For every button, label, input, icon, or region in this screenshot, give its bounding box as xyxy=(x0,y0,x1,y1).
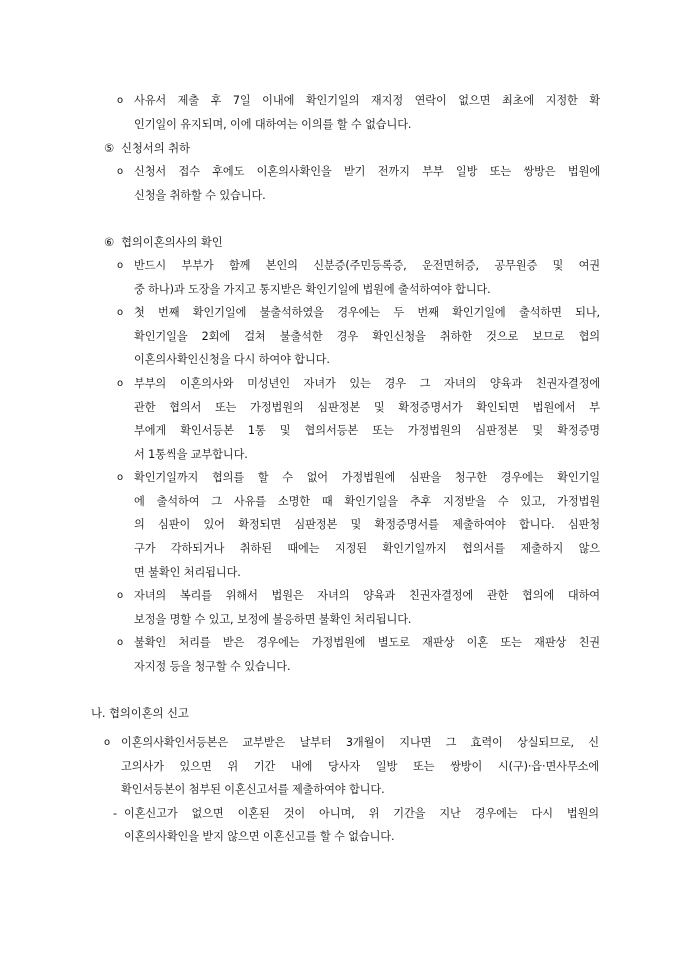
dash-marker: - xyxy=(113,807,117,820)
bullet-marker: o xyxy=(117,378,124,389)
sec6-item1-text-1: 반드시 부부가 함께 본인의 신분증(주민등록증, 운전면허증, 공무원증 및 여권 xyxy=(134,259,600,272)
bullet-marker: o xyxy=(117,307,124,318)
sec6-item5-text-1: 자녀의 복리를 위해서 법원은 자녀의 양육과 친권자결정에 관한 협의에 대하여 xyxy=(134,589,600,602)
sec5-marker: ⑤ xyxy=(104,141,115,155)
sec6-item4-text-1: 확인기일까지 협의를 할 수 없어 가정법원에 심판을 청구한 경우에는 확인기일 xyxy=(134,471,600,484)
secB-sub-text-1: 이혼신고가 없으면 이혼된 것이 아니며, 위 기간을 지난 경우에는 다시 법원의 xyxy=(124,807,599,820)
secB-item-text-1: 이혼의사확인서등본은 교부받은 날부터 3개월이 지나면 그 효력이 상실되므로, 신 xyxy=(121,736,599,749)
sec6-item3-text-1: 부부의 이혼의사와 미성년인 자녀가 있는 경우 그 자녀의 양육과 친권자결정에 xyxy=(134,377,600,390)
sec6-item2-text-2: 확인기일을 2회에 걸쳐 불출석한 경우 확인신청을 취하한 것으로 보므로 협의 xyxy=(134,330,600,343)
bullet-marker: o xyxy=(117,637,124,648)
secB-item-text-3: 확인서등본이 첨부된 이혼신고서를 제출하여야 합니다. xyxy=(121,783,385,796)
bullet-marker: o xyxy=(117,95,124,106)
bullet-marker: o xyxy=(117,590,124,601)
sec6-title: 협의이혼의사의 확인 xyxy=(121,235,223,249)
sec6-item2-text-1: 첫 번째 확인기일에 불출석하였을 경우에는 두 번째 확인기일에 출석하면 되나, xyxy=(134,306,600,319)
sec6-item3-text-3: 부에게 확인서등본 1통 및 협의서등본 또는 가정법원의 심판정본 및 확정증명 xyxy=(134,424,600,437)
sec6-item3-text-4: 서 1통씩을 교부합니다. xyxy=(134,448,248,461)
bullet-marker: o xyxy=(117,472,124,483)
sec5-title: 신청서의 취하 xyxy=(121,141,190,155)
sec5-prev-text-1: 사유서 제출 후 7일 이내에 확인기일의 재지정 연락이 없으면 최초에 지정한 확 xyxy=(134,94,600,107)
bullet-marker: o xyxy=(104,737,111,748)
sec5-text-2: 신청을 취하할 수 있습니다. xyxy=(134,189,266,202)
sec6-item6-text-1: 불확인 처리를 받은 경우에는 가정법원에 별도로 재판상 이혼 또는 재판상 친권 xyxy=(134,636,600,649)
sec6-item4-text-2: 에 출석하여 그 사유를 소명한 때 확인기일을 추후 지정받을 수 있고, 가정법원 xyxy=(134,495,600,508)
secB-title: 나. 협의이혼의 신고 xyxy=(91,706,189,720)
sec6-item4-text-3: 의 심판이 있어 확정되면 심판정본 및 확정증명서를 제출하여야 합니다. 심판청 xyxy=(134,518,600,531)
sec6-item2-text-3: 이혼의사확인신청을 다시 하여야 합니다. xyxy=(134,353,330,366)
secB-item-text-2: 고의사가 있으면 위 기간 내에 당사자 일방 또는 쌍방이 시(구)·읍·면사무소에 xyxy=(121,760,599,773)
sec6-item5-text-2: 보정을 명할 수 있고, 보정에 불응하면 불확인 처리됩니다. xyxy=(134,613,412,626)
sec6-marker: ⑥ xyxy=(104,235,115,249)
sec6-item3-text-2: 관한 협의서 또는 가정법원의 심판정본 및 확정증명서가 확인되면 법원에서 부 xyxy=(134,401,600,414)
bullet-marker: o xyxy=(117,260,124,271)
sec6-item4-text-5: 면 불확인 처리됩니다. xyxy=(134,566,241,579)
bullet-marker: o xyxy=(117,166,124,177)
sec5-prev-text-2: 인기일이 유지되며, 이에 대하여는 이의를 할 수 없습니다. xyxy=(134,118,412,131)
secB-sub-text-2: 이혼의사확인을 받지 않으면 이혼신고를 할 수 없습니다. xyxy=(124,830,395,843)
sec5-text-1: 신청서 접수 후에도 이혼의사확인을 받기 전까지 부부 일방 또는 쌍방은 법원에 xyxy=(134,165,600,178)
sec6-item1-text-2: 중 하나)과 도장을 가지고 통지받은 확인기일에 법원에 출석하여야 합니다. xyxy=(134,283,491,296)
sec6-item4-text-4: 구가 각하되거나 취하된 때에는 지정된 확인기일까지 협의서를 제출하지 않으 xyxy=(134,542,600,555)
sec6-item6-text-2: 자지정 등을 청구할 수 있습니다. xyxy=(134,660,291,673)
